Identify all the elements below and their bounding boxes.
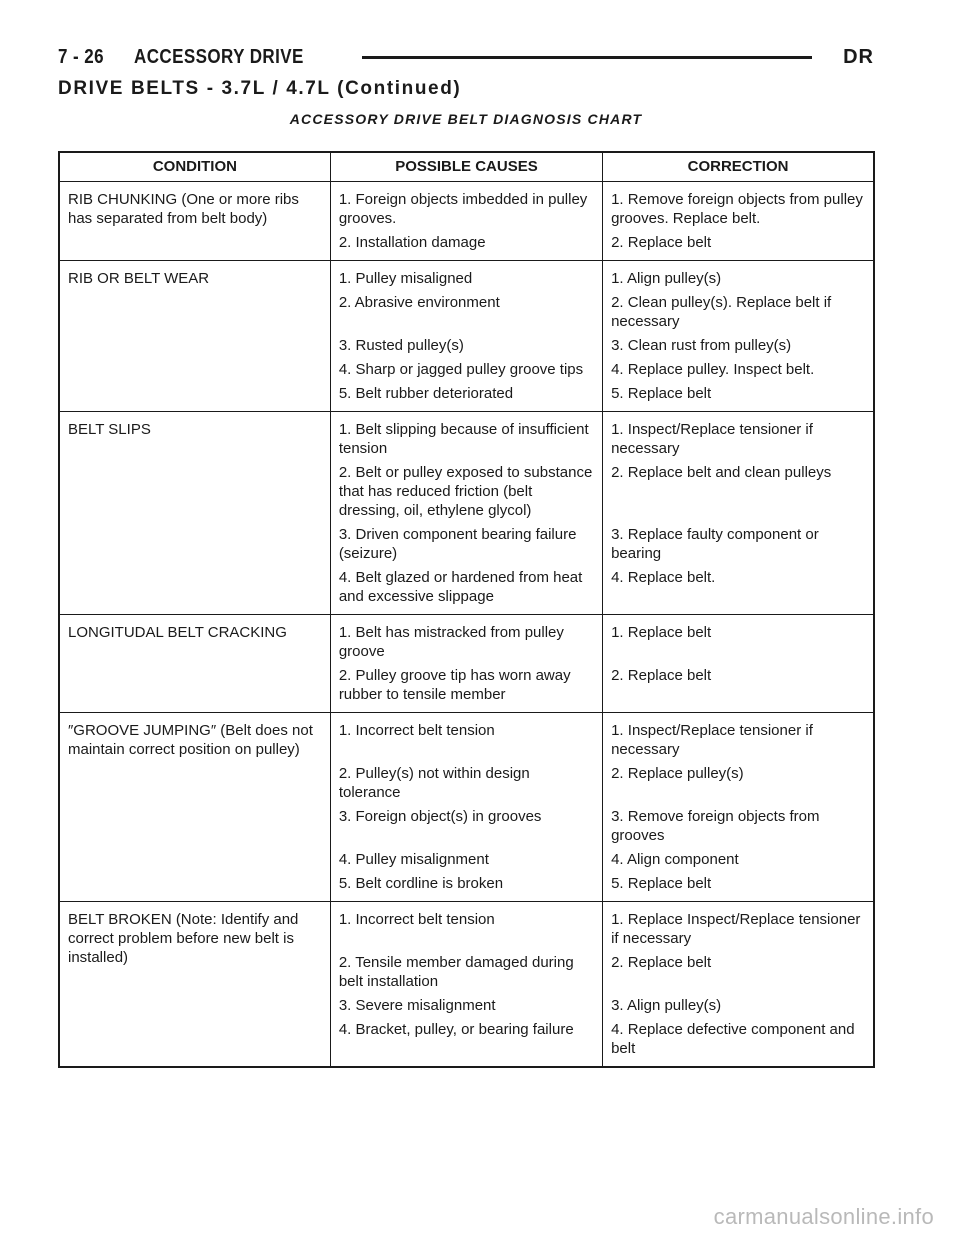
correction-cell: 2. Replace belt <box>603 661 874 713</box>
cause-cell: 3. Severe misalignment <box>330 991 602 1015</box>
cause-cell: 3. Rusted pulley(s) <box>330 331 602 355</box>
cause-cell: 3. Foreign object(s) in grooves <box>330 802 602 845</box>
column-header-causes: POSSIBLE CAUSES <box>330 152 602 182</box>
correction-cell: 4. Replace pulley. Inspect belt. <box>611 361 815 378</box>
cause-cell: 4. Bracket, pulley, or bearing failure <box>330 1015 602 1067</box>
page-number: 7 - 26 <box>58 46 105 68</box>
correction-cell: 3. Replace faulty component or bearing <box>611 526 819 562</box>
correction-cell: 2. Clean pulley(s). Replace belt if necessary <box>611 294 832 330</box>
condition-cell: RIB OR BELT WEAR <box>59 261 330 412</box>
cause-cell: 2. Abrasive environment <box>330 288 602 331</box>
cause-cell: 2. Pulley(s) not within design tolerance <box>330 759 602 802</box>
cause-cell: 2. Tensile member damaged during belt installation <box>330 948 602 991</box>
correction-cell: 2. Replace belt <box>611 954 712 971</box>
correction-cell: 3. Clean rust from pulley(s) <box>611 337 792 354</box>
correction-cell: 1. Remove foreign objects from pulley grooves. Replace belt. <box>611 191 863 227</box>
diagnosis-table <box>58 151 875 1068</box>
section-title: ACCESSORY DRIVE <box>134 46 304 68</box>
cause-cell: 1. Foreign objects imbedded in pulley grooves. <box>330 182 602 229</box>
cause-cell: 1. Belt has mistracked from pulley groove <box>330 615 602 662</box>
table-row <box>59 261 874 289</box>
cause-cell: 2. Installation damage <box>330 228 602 261</box>
table-header-row <box>59 152 874 182</box>
model-code: DR <box>843 46 874 68</box>
cause-cell: 1. Incorrect belt tension <box>330 713 602 760</box>
correction-cell: 5. Replace belt <box>603 869 874 902</box>
cause-cell: 2. Belt or pulley exposed to substance that has reduced friction (belt dressing, oil, ethylene glycol) <box>330 458 602 520</box>
correction-cell: 1. Inspect/Replace tensioner if necessary <box>611 722 813 758</box>
correction-cell: 4. Align component <box>611 851 739 868</box>
cause-cell: 4. Pulley misalignment <box>330 845 602 869</box>
condition-cell: BELT BROKEN (Note: Identify and correct problem before new belt is installed) <box>59 902 330 1068</box>
cause-cell: 4. Sharp or jagged pulley groove tips <box>330 355 602 379</box>
table-row <box>59 412 874 459</box>
chart-title: ACCESSORY DRIVE BELT DIAGNOSIS CHART <box>289 111 643 127</box>
condition-cell: ″GROOVE JUMPING″ (Belt does not maintain correct position on pulley) <box>59 713 330 902</box>
correction-cell: 5. Replace belt <box>603 379 874 412</box>
table-body <box>59 182 874 1068</box>
correction-cell: 3. Remove foreign objects from grooves <box>611 808 820 844</box>
column-header-correction: CORRECTION <box>603 152 874 182</box>
cause-cell: 3. Driven component bearing failure (seizure) <box>330 520 602 563</box>
cause-cell: 5. Belt cordline is broken <box>330 869 602 902</box>
header-rule <box>362 56 812 59</box>
correction-cell: 4. Replace belt. <box>603 563 874 615</box>
correction-cell: 4. Replace defective component and belt <box>603 1015 874 1067</box>
correction-cell: 2. Replace belt and clean pulleys <box>611 464 832 481</box>
watermark: carmanualsonline.info <box>713 1204 934 1229</box>
table-row <box>59 713 874 760</box>
cause-cell: 1. Incorrect belt tension <box>330 902 602 949</box>
condition-cell: LONGITUDAL BELT CRACKING <box>59 615 330 713</box>
column-header-condition: CONDITION <box>59 152 330 182</box>
cause-cell: 1. Belt slipping because of insufficient tension <box>330 412 602 459</box>
correction-cell: 1. Align pulley(s) <box>611 270 722 287</box>
condition-cell: RIB CHUNKING (One or more ribs has separated from belt body) <box>59 182 330 261</box>
correction-cell: 1. Inspect/Replace tensioner if necessary <box>611 421 813 457</box>
correction-cell: 1. Replace Inspect/Replace tensioner if necessary <box>611 911 861 947</box>
correction-cell: 2. Replace pulley(s) <box>611 765 744 782</box>
page-header <box>58 44 874 72</box>
cause-cell: 4. Belt glazed or hardened from heat and excessive slippage <box>330 563 602 615</box>
cause-cell: 2. Pulley groove tip has worn away rubber to tensile member <box>330 661 602 713</box>
subheading: DRIVE BELTS - 3.7L / 4.7L (Continued) <box>58 78 462 99</box>
table-row <box>59 902 874 949</box>
condition-cell: BELT SLIPS <box>59 412 330 615</box>
correction-cell: 1. Replace belt <box>611 624 712 641</box>
correction-cell: 2. Replace belt <box>603 228 874 261</box>
correction-cell: 3. Align pulley(s) <box>611 997 722 1014</box>
cause-cell: 1. Pulley misaligned <box>330 261 602 289</box>
table-row <box>59 182 874 229</box>
cause-cell: 5. Belt rubber deteriorated <box>330 379 602 412</box>
table-row <box>59 615 874 662</box>
